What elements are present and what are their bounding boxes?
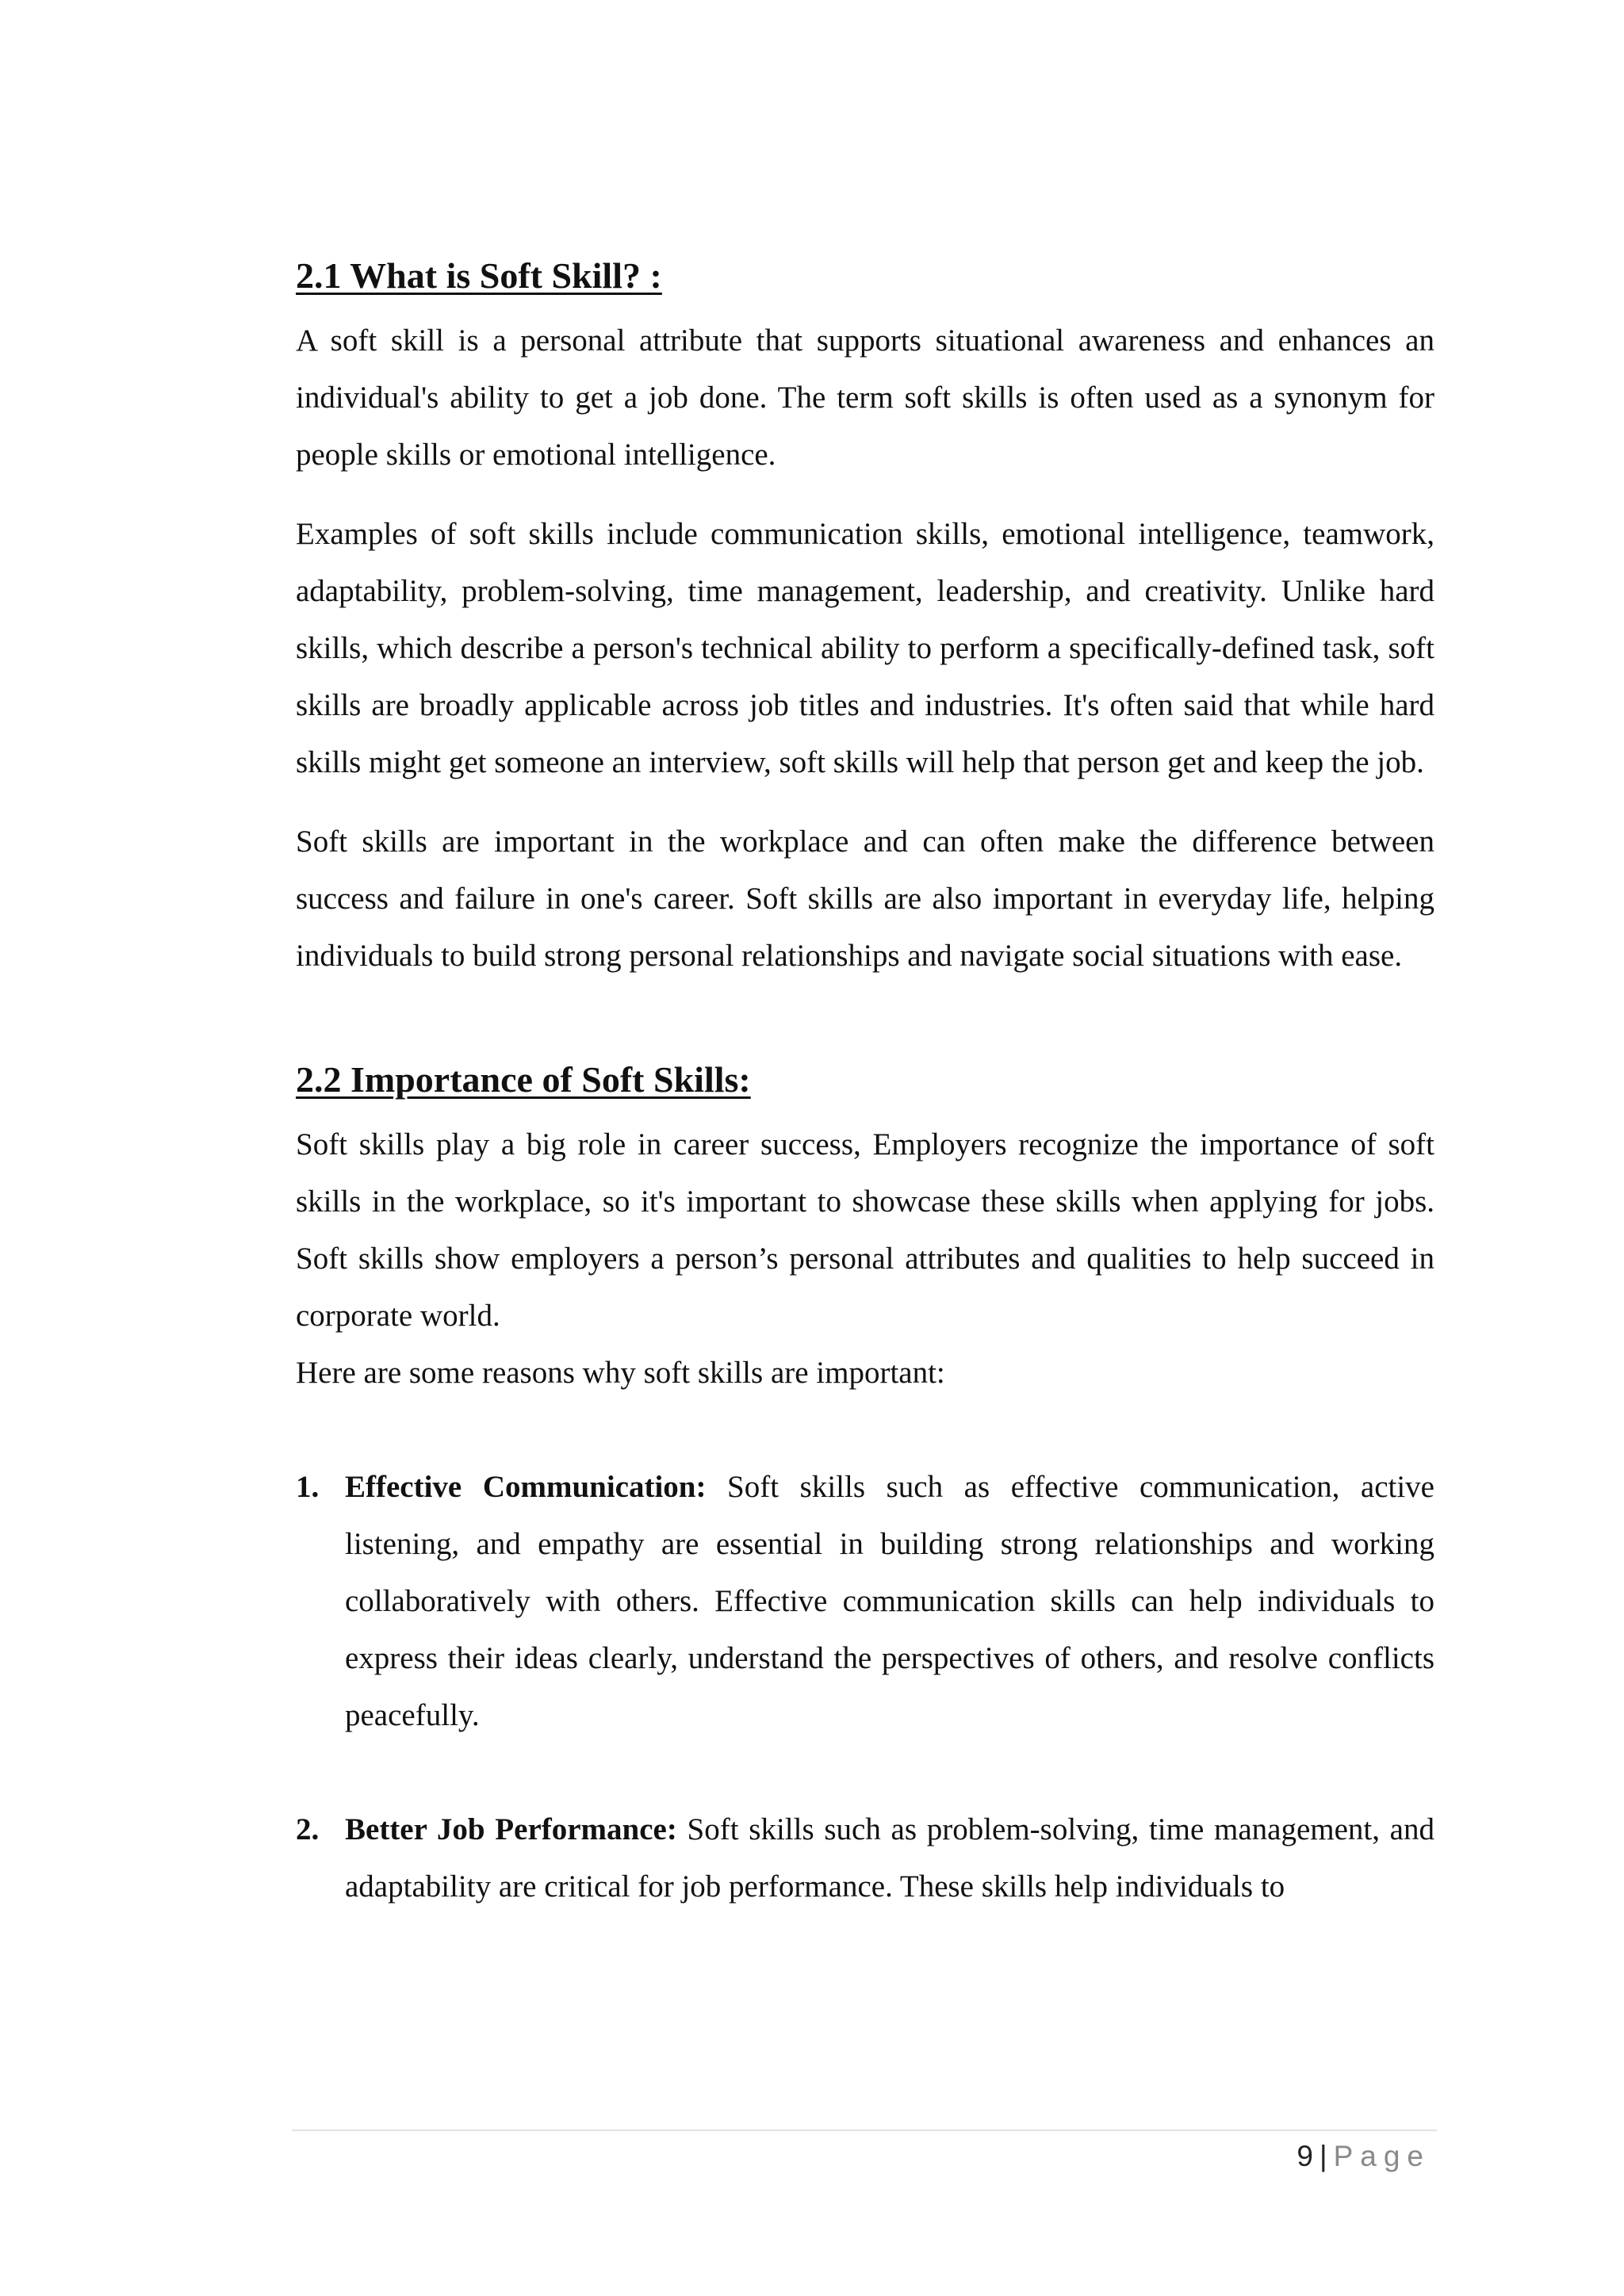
- page-footer: [1297, 2137, 1431, 2175]
- list-item-title: Effective Communication:: [345, 1470, 707, 1504]
- list-item-number: 1.: [296, 1470, 320, 1504]
- list-item: [296, 1801, 1434, 1915]
- paragraph-examples: Examples of soft skills include communication skills, emotional intelligence, teamwork, adaptability, problem-solving, time management, leadership, and creativity. Unlike hard skills, which describe a person's technical ability to perform a specifically-defined task, soft skills are broadly applicable across job titles and industries. It's often said that while hard skills might get someone an interview, soft skills will help that person get and keep the job.: [296, 517, 1434, 779]
- footer-separator: |: [1319, 2140, 1327, 2172]
- list-item: [296, 1459, 1434, 1744]
- list-item-number: 2.: [296, 1812, 320, 1846]
- list-item-text: Soft skills such as effective communication, active listening, and empathy are essential in building strong relationships and working collaboratively with others. Effective communication skills can help individuals to express their ideas clearly, understand the perspectives of others, and resolve conflicts peacefully.: [345, 1470, 1434, 1732]
- paragraph-definition: A soft skill is a personal attribute that supports situational awareness and enhances an individual's ability to get a job done. The term soft skills is often used as a synonym for people skills or emotional intelligence.: [296, 323, 1434, 472]
- section-heading-what-is-soft-skill: 2.1 What is Soft Skill? :: [296, 255, 662, 296]
- paragraph-lead-in: Here are some reasons why soft skills are important:: [296, 1356, 945, 1390]
- list-item-body: [345, 1801, 1434, 1915]
- footer-divider: [292, 2130, 1437, 2131]
- reasons-list: [296, 1459, 1434, 1915]
- list-item-body: [345, 1459, 1434, 1744]
- paragraph-workplace-importance: Soft skills are important in the workplace and can often make the difference between success and failure in one's career. Soft skills are also important in everyday life, helping individuals to build strong personal relationships and navigate social situations with ease.: [296, 825, 1434, 973]
- list-item-title: Better Job Performance:: [345, 1812, 677, 1846]
- section-heading-importance: 2.2 Importance of Soft Skills:: [296, 1059, 751, 1100]
- paragraph-importance-intro: Soft skills play a big role in career success, Employers recognize the importance of soft skills in the workplace, so it's important to showcase these skills when applying for jobs. Soft skills show employers a person’s personal attributes and qualities to help succeed in corporate world.: [296, 1127, 1434, 1333]
- page-content: [296, 252, 1434, 1915]
- page-number: 9: [1297, 2140, 1313, 2172]
- list-item-text: Soft skills such as problem-solving, time management, and adaptability are critical for job performance. These skills help individuals to: [345, 1812, 1434, 1904]
- page-label: Page: [1333, 2140, 1431, 2172]
